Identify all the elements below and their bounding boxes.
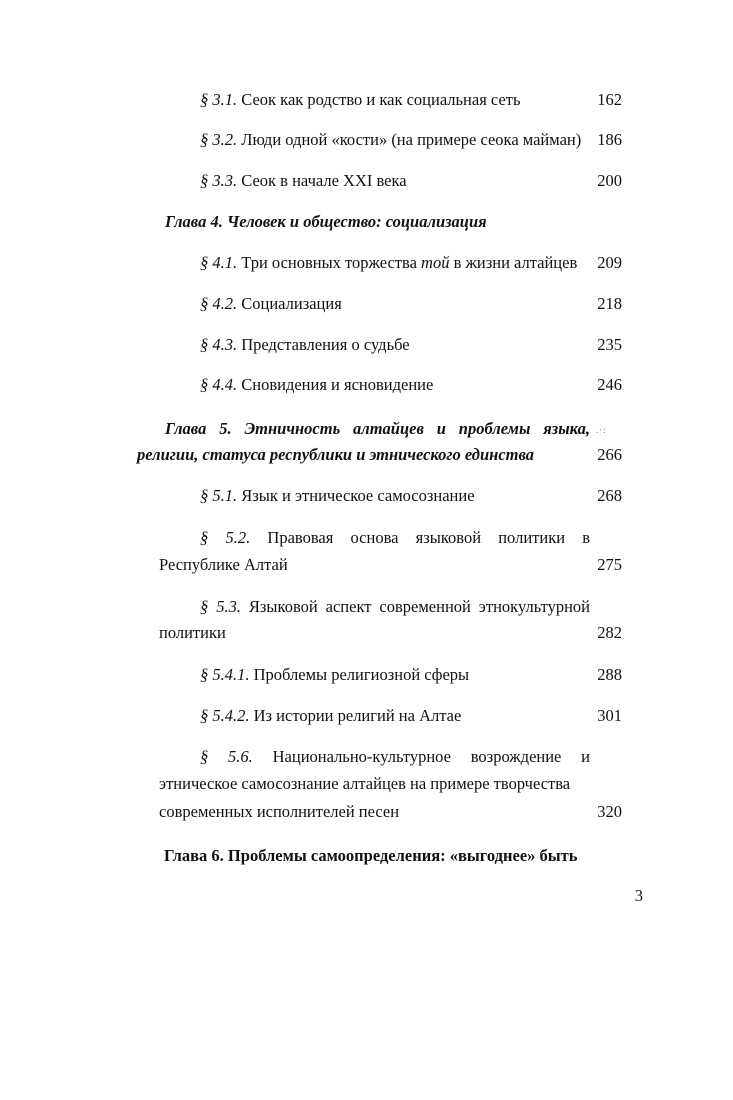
- page-ref: 162: [597, 90, 622, 109]
- section-number: § 5.6.: [200, 747, 253, 766]
- page-ref: 320: [597, 802, 622, 821]
- section-title: Люди одной «кости» (на примере сеока майман): [241, 130, 582, 149]
- section-title-emphasis: той: [421, 253, 450, 272]
- page-ref: 266: [597, 445, 622, 464]
- page-ref: 288: [597, 665, 622, 684]
- toc-entry-5-3-line2[interactable]: политики: [159, 623, 226, 642]
- section-title-part: Три основных торжества: [241, 253, 417, 272]
- section-title: Сеок в начале XXI века: [241, 171, 407, 190]
- page-ref: 186: [597, 130, 622, 149]
- page-ref: 268: [597, 486, 622, 505]
- section-number: § 5.1.: [200, 486, 238, 505]
- section-number: § 4.2.: [200, 294, 238, 313]
- toc-entry-5-6-line3[interactable]: современных исполнителей песен: [159, 802, 400, 821]
- toc-entry-5-4-1[interactable]: [200, 665, 469, 685]
- page-ref: 301: [597, 706, 622, 725]
- section-number: § 3.2.: [200, 130, 238, 149]
- toc-entry-3-2[interactable]: [200, 130, 581, 150]
- section-title: Представления о судьбе: [241, 335, 410, 354]
- toc-entry-3-3[interactable]: [200, 171, 407, 191]
- chapter-5-heading-line2[interactable]: религии, статуса республики и этнического единства: [137, 445, 534, 464]
- section-title: Национально-культурное возрождение и: [272, 747, 591, 766]
- section-number: § 5.3.: [200, 597, 241, 616]
- section-title: Сновидения и ясновидение: [241, 375, 434, 394]
- toc-entry-4-3[interactable]: [200, 335, 410, 355]
- section-number: § 3.1.: [200, 90, 238, 109]
- toc-entry-5-2-line2[interactable]: Республике Алтай: [159, 555, 288, 574]
- page-ref: 235: [597, 335, 622, 354]
- section-title: Сеок как родство и как социальная сеть: [241, 90, 521, 109]
- page-ref: 275: [597, 555, 622, 574]
- section-title: Языковой аспект современной этнокультурной: [248, 597, 591, 616]
- page-ref: 218: [597, 294, 622, 313]
- section-number: § 5.2.: [200, 528, 251, 547]
- section-number: § 4.3.: [200, 335, 238, 354]
- page-ref: 282: [597, 623, 622, 642]
- page-number: 3: [634, 886, 643, 905]
- chapter-5-heading-line1[interactable]: Глава 5. Этничность алтайцев и проблемы языка,: [165, 419, 590, 438]
- section-number: § 3.3.: [200, 171, 238, 190]
- page-ref: 246: [597, 375, 622, 394]
- toc-entry-4-4[interactable]: [200, 375, 433, 395]
- section-number: § 5.4.1.: [200, 665, 250, 684]
- chapter-6-heading[interactable]: Глава 6. Проблемы самоопределения: «выгоднее» быть: [164, 846, 578, 865]
- section-title: Язык и этническое самосознание: [241, 486, 475, 505]
- page-ref: 200: [597, 171, 622, 190]
- section-title: Социализация: [241, 294, 342, 313]
- section-number: § 5.4.2.: [200, 706, 250, 725]
- toc-entry-4-2[interactable]: [200, 294, 342, 314]
- scan-speck: .·:: [596, 425, 607, 435]
- page-ref: 209: [597, 253, 622, 272]
- section-number: § 4.4.: [200, 375, 238, 394]
- section-title-part: в жизни алтайцев: [453, 253, 578, 272]
- section-title: Правовая основа языковой политики в: [267, 528, 591, 547]
- toc-entry-5-4-2[interactable]: [200, 706, 461, 726]
- section-title: Из истории религий на Алтае: [253, 706, 462, 725]
- chapter-4-heading[interactable]: Глава 4. Человек и общество: социализация: [165, 212, 487, 231]
- section-title: Проблемы религиозной сферы: [253, 665, 470, 684]
- toc-entry-3-1[interactable]: [200, 90, 521, 110]
- toc-entry-5-6-line1[interactable]: [200, 747, 590, 767]
- toc-entry-4-1[interactable]: [200, 253, 577, 273]
- toc-entry-5-6-line2[interactable]: этническое самосознание алтайцев на примере творчества: [159, 774, 571, 793]
- toc-entry-5-2-line1[interactable]: [200, 528, 590, 548]
- toc-entry-5-3-line1[interactable]: [200, 597, 590, 617]
- section-number: § 4.1.: [200, 253, 238, 272]
- toc-entry-5-1[interactable]: [200, 486, 475, 506]
